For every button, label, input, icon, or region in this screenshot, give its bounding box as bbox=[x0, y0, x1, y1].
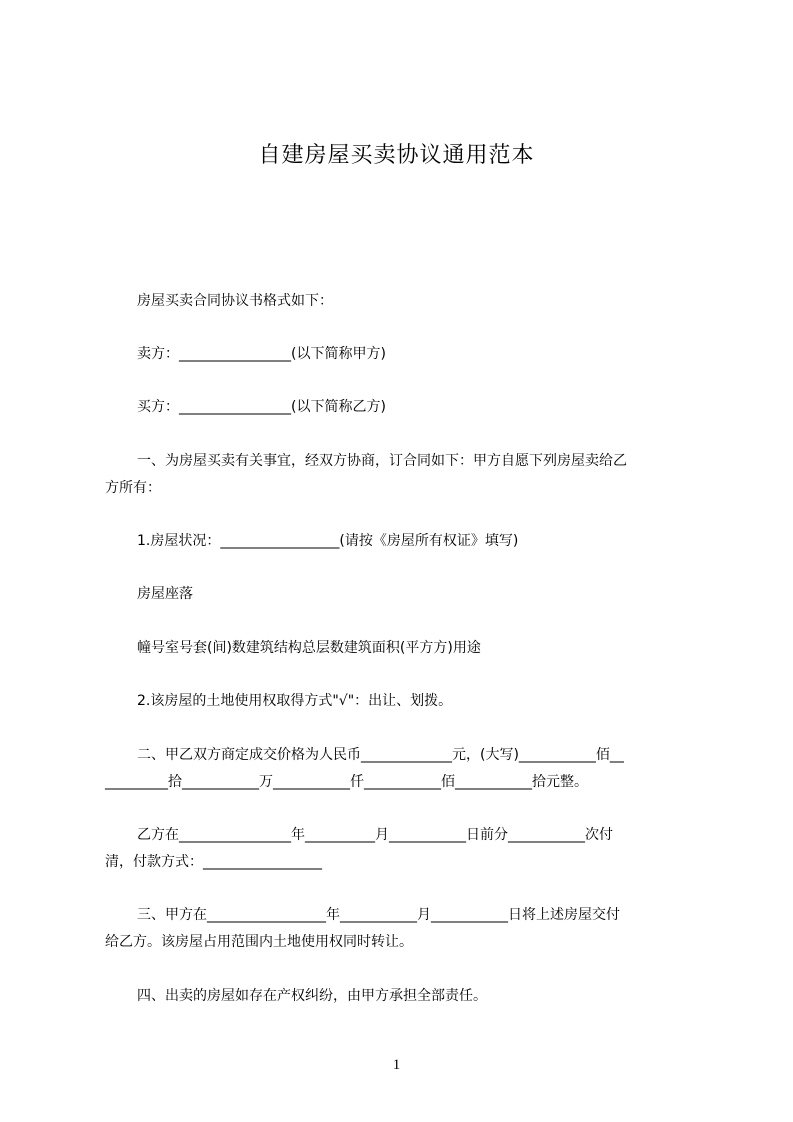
clause-two-line-1 bbox=[105, 741, 705, 769]
seller-line bbox=[105, 340, 705, 368]
land-use-text: 2.该房屋的土地使用权取得方式"√"：出让、划拨。 bbox=[137, 693, 453, 709]
clause-three-line-2: 给乙方。该房屋占用范围内土地使用权同时转让。 bbox=[105, 934, 413, 950]
page-number: 1 bbox=[392, 1057, 401, 1073]
clause-three-text-1: 三、甲方在_________________年___________月___________日将上述房屋交付 bbox=[137, 907, 620, 923]
clause-two-line-2: _________拾___________万___________仟___________佰___________拾元整。 bbox=[105, 774, 588, 790]
clause-four-text: 四、出卖的房屋如存在产权纠纷，由甲方承担全部责任。 bbox=[137, 988, 487, 1004]
payment-line-1 bbox=[105, 821, 705, 849]
clause-one-line-2: 方所有： bbox=[105, 480, 161, 496]
clause-one-line-1 bbox=[105, 447, 705, 475]
clause-one-text-1: 一、为房屋买卖有关事宜，经双方协商，订合同如下：甲方自愿下列房屋卖给乙 bbox=[137, 453, 627, 469]
payment-text-1: 乙方在________________年__________月___________日前分___________次付 bbox=[137, 827, 613, 843]
buyer-line bbox=[105, 393, 705, 421]
property-status-line bbox=[105, 527, 705, 555]
buyer-text: 买方：________________(以下简称乙方) bbox=[137, 399, 386, 415]
intro-paragraph bbox=[105, 287, 705, 315]
intro-text: 房屋买卖合同协议书格式如下： bbox=[137, 293, 333, 309]
document-title: 自建房屋买卖协议通用范本 bbox=[258, 143, 535, 168]
property-location-text: 房屋座落 bbox=[137, 586, 193, 602]
property-details-text: 幢号室号套(间)数建筑结构总层数建筑面积(平方方)用途 bbox=[137, 640, 481, 656]
land-use-line bbox=[105, 687, 705, 715]
clause-four-line bbox=[105, 982, 705, 1010]
payment-line-2: 清，付款方式：_________________ bbox=[105, 854, 322, 870]
seller-text: 卖方：________________(以下简称甲方) bbox=[137, 346, 386, 362]
property-status-text: 1.房屋状况：_________________(请按《房屋所有权证》填写) bbox=[137, 533, 519, 549]
property-details-line bbox=[105, 634, 705, 662]
property-location-line bbox=[105, 580, 705, 608]
clause-two-text-1: 二、甲乙双方商定成交价格为人民币_____________元，(大写)___________佰__ bbox=[137, 747, 624, 763]
clause-three-line-1 bbox=[105, 901, 705, 929]
